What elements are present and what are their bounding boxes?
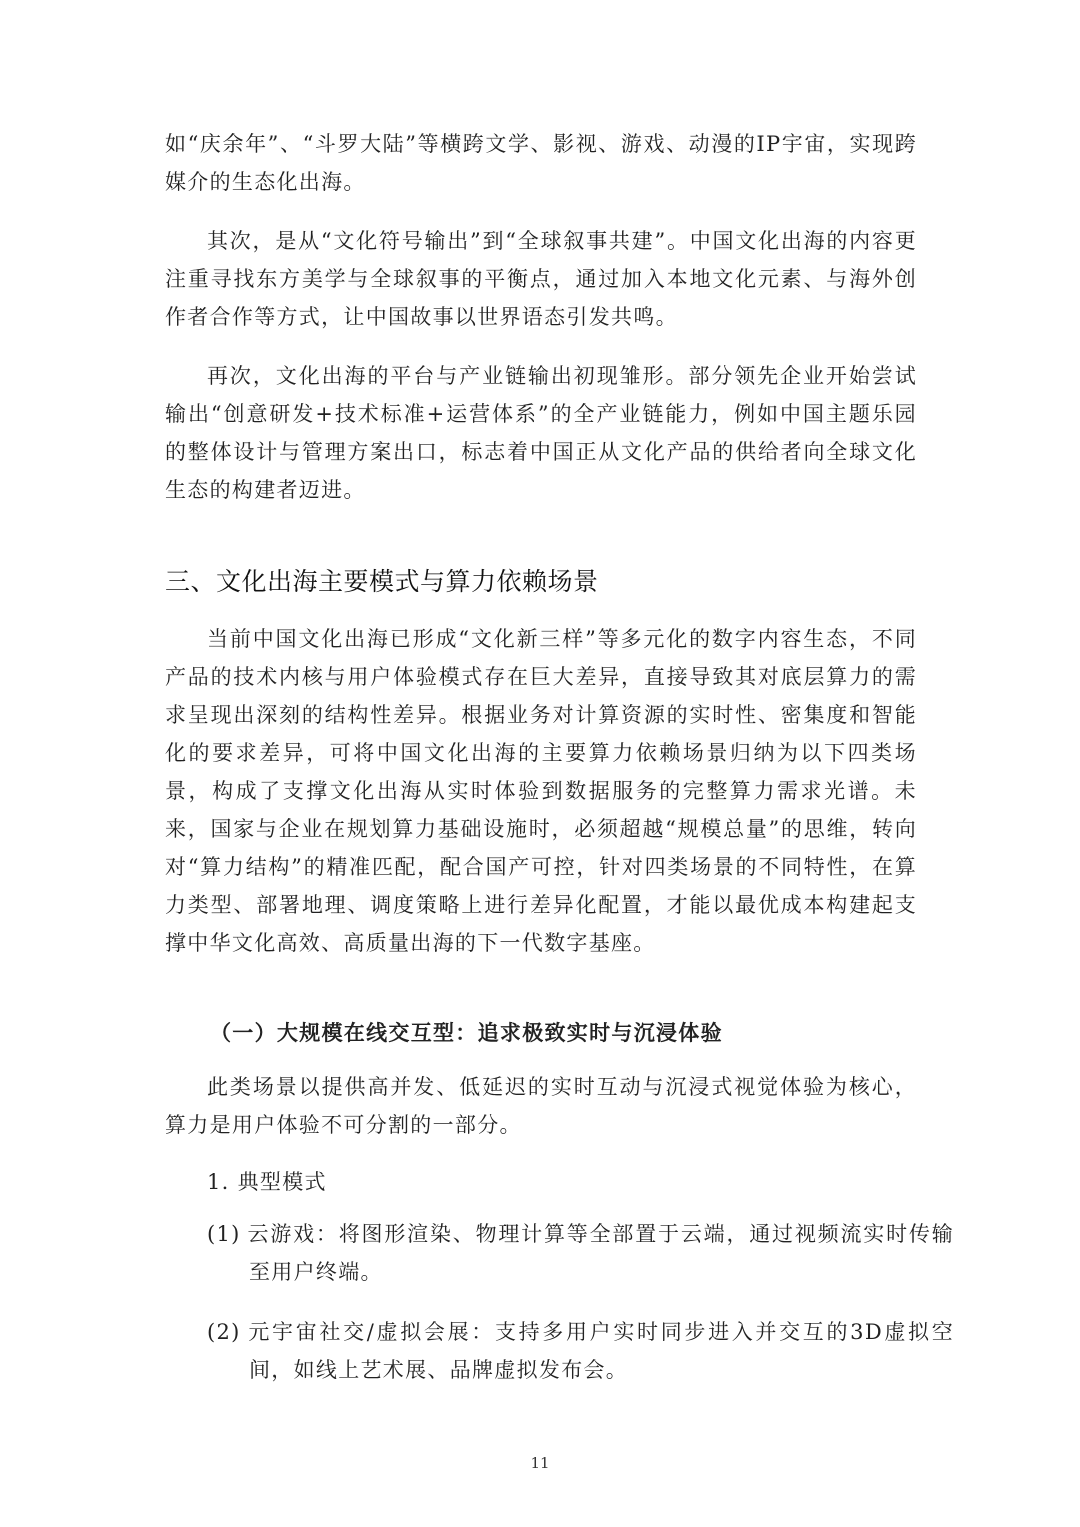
list-item-metaverse xyxy=(207,1313,954,1389)
subsection-heading: （一）大规模在线交互型：追求极致实时与沉浸体验 xyxy=(210,1020,723,1045)
list-item-text: 云游戏：将图形渲染、物理计算等全部置于云端，通过视频流实时传输至用户终端。 xyxy=(247,1222,954,1284)
section-heading: 三、文化出海主要模式与算力依赖场景 xyxy=(165,567,599,596)
paragraph-industry-chain: 再次，文化出海的平台与产业链输出初现雏形。部分领先企业开始尝试输出“创意研发+技术标准+运营体系”的全产业链能力，例如中国主题乐园的整体设计与管理方案出口，标志着中国正从文化产品的供给者向全球文化生态的构建者迈进。 xyxy=(165,364,917,502)
list-item-number: (2) xyxy=(207,1320,241,1344)
paragraph-subsection-intro: 此类场景以提供高并发、低延迟的实时互动与沉浸式视觉体验为核心，算力是用户体验不可分割的一部分。 xyxy=(165,1075,917,1137)
paragraph-section-intro: 当前中国文化出海已形成“文化新三样”等多元化的数字内容生态，不同产品的技术内核与用户体验模式存在巨大差异，直接导致其对底层算力的需求呈现出深刻的结构性差异。根据业务对计算资源的实时性、密集度和智能化的要求差异，可将中国文化出海的主要算力依赖场景归纳为以下四类场景，构成了支撑文化出海从实时体验到数据服务的完整算力需求光谱。未来，国家与企业在规划算力基础设施时，必须超越“规模总量”的思维，转向对“算力结构”的精准匹配，配合国产可控，针对四类场景的不同特性，在算力类型、部署地理、调度策略上进行差异化配置，才能以最优成本构建起支撑中华文化高效、高质量出海的下一代数字基座。 xyxy=(165,627,917,955)
list-item-cloud-gaming xyxy=(207,1215,954,1291)
paragraph-global-narrative: 其次，是从“文化符号输出”到“全球叙事共建”。中国文化出海的内容更注重寻找东方美学与全球叙事的平衡点，通过加入本地文化元素、与海外创作者合作等方式，让中国故事以世界语态引发共鸣。 xyxy=(165,229,917,329)
page-number: 11 xyxy=(530,1454,550,1472)
paragraph-ip-universe: 如“庆余年”、“斗罗大陆”等横跨文学、影视、游戏、动漫的IP宇宙，实现跨媒介的生态化出海。 xyxy=(165,132,917,194)
list-item-text: 元宇宙社交/虚拟会展：支持多用户实时同步进入并交互的3D虚拟空间，如线上艺术展、品牌虚拟发布会。 xyxy=(247,1320,954,1382)
list-label-typical-modes: 1. 典型模式 xyxy=(207,1170,327,1194)
list-item-number: (1) xyxy=(207,1222,241,1246)
